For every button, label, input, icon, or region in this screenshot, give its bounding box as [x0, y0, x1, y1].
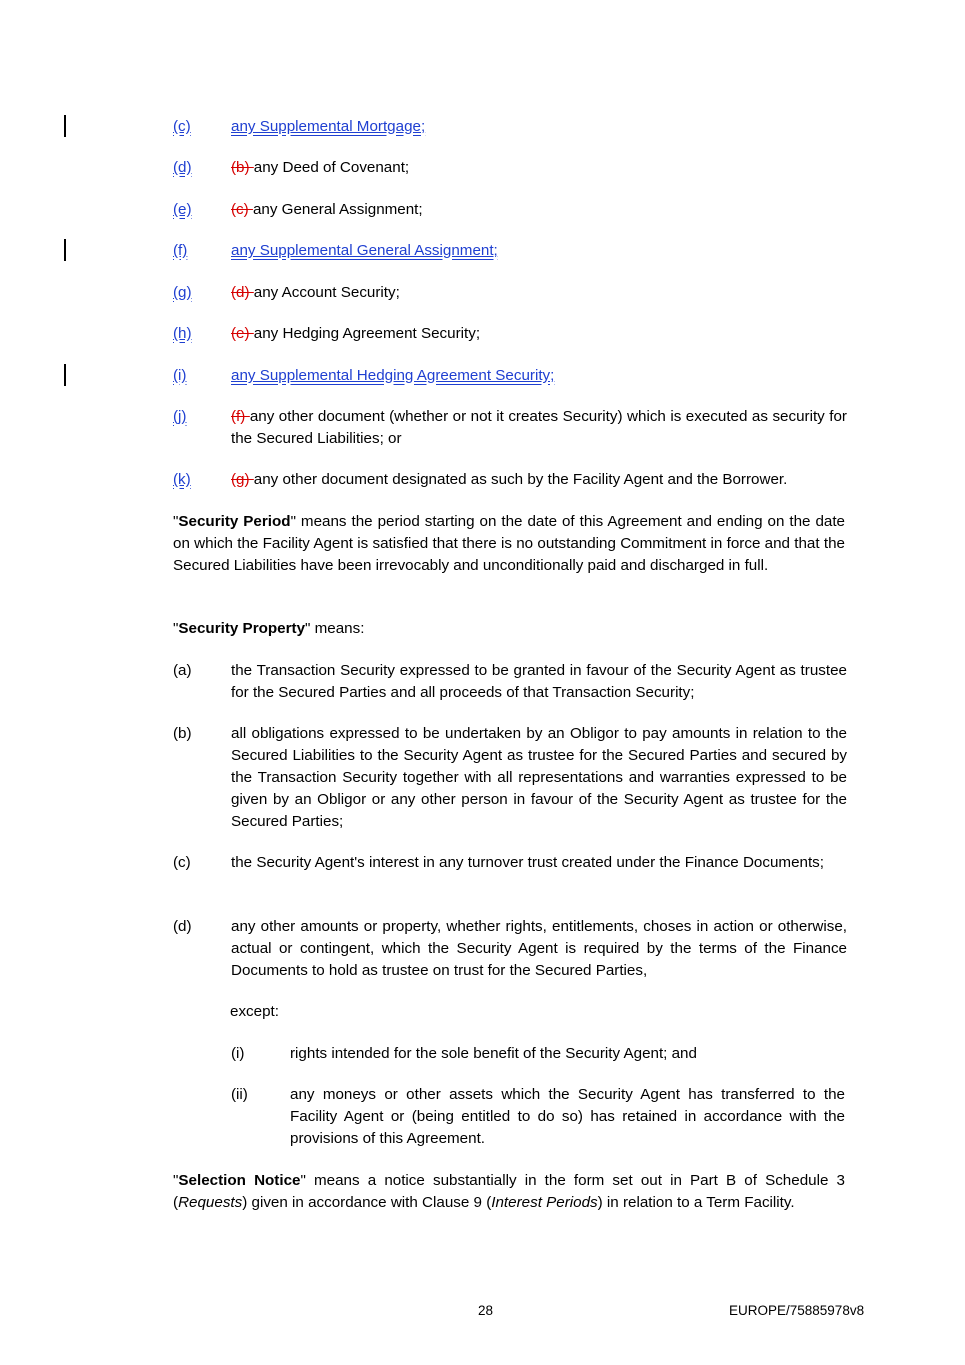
- deleted-text: (b): [231, 159, 254, 176]
- list-item-text: any Account Security;: [253, 284, 400, 301]
- list-item-label: (g): [173, 284, 192, 301]
- deleted-text: (d): [231, 284, 254, 301]
- defined-term: Security Period: [178, 513, 291, 530]
- list-item-label: (d): [173, 159, 192, 176]
- list-item-text: any other document (whether or not it creates Security) which is executed as security for the Secured Liabilities; or: [231, 408, 847, 447]
- list-item-text: all obligations expressed to be undertaken by an Obligor to pay amounts in relation to the Secured Liabilities to the Security Agent as trustee for the Secured Parties and secured by the Transaction Security together with all representations and warranties expressed to be given by an Obligor or any other person in favour of the Security Agent as trustee for the Secured Parties;: [231, 725, 847, 830]
- change-bar: [64, 239, 66, 261]
- sub-list-item-label: (i): [231, 1045, 245, 1062]
- list-item-label: (b): [173, 725, 192, 742]
- cross-reference: Interest Periods: [491, 1194, 598, 1211]
- inserted-text: any Supplemental Mortgage;: [231, 118, 426, 135]
- sub-list-item-text: any moneys or other assets which the Security Agent has transferred to the Facility Agent or (being entitled to do so) has retained in accordance with the provisions of this Agreement.: [290, 1086, 845, 1147]
- list-item-text: any other document designated as such by the Facility Agent and the Borrower.: [253, 471, 788, 488]
- definition-security-period: "Security Period" means the period starting on the date of this Agreement and ending on the date on which the Facility Agent is satisfied that there is no outstanding Commitment in force and that the Secured Liabilities have been irrevocably and unconditionally paid and discharged in full.: [173, 513, 846, 574]
- inserted-text: any Supplemental Hedging Agreement Security;: [231, 367, 555, 384]
- change-bar: [64, 364, 66, 386]
- defined-term: Selection Notice: [178, 1172, 301, 1189]
- list-item-label: (c): [173, 854, 191, 871]
- list-item-label: (c): [173, 118, 191, 135]
- deleted-text: (e): [231, 325, 254, 342]
- list-item-text: any Hedging Agreement Security;: [253, 325, 481, 342]
- deleted-text: (g): [231, 471, 254, 488]
- list-item-label: (i): [173, 367, 187, 384]
- list-item-label: (k): [173, 471, 191, 488]
- list-item-text: any other amounts or property, whether rights, entitlements, choses in action or otherwise, actual or contingent, which the Security Agent is required by the terms of the Finance Documents to hold as trustee on trust for the Secured Parties,: [231, 918, 847, 979]
- list-item-text: any Deed of Covenant;: [253, 159, 410, 176]
- list-item-label: (j): [173, 408, 187, 425]
- inserted-text: any Supplemental General Assignment;: [231, 242, 498, 259]
- list-item-text: the Security Agent's interest in any turnover trust created under the Finance Documents;: [231, 854, 824, 871]
- list-item-label: (f): [173, 242, 188, 259]
- change-bar: [64, 115, 66, 137]
- sub-list-item-label: (ii): [231, 1086, 248, 1103]
- list-item-label: (e): [173, 201, 192, 218]
- list-item-label: (d): [173, 918, 192, 935]
- definition-selection-notice: "Selection Notice" means a notice substantially in the form set out in Part B of Schedule 3 (Requests) given in accordance with Clause 9 (Interest Periods) in relation to a Term Facility.: [173, 1172, 846, 1211]
- cross-reference: Requests: [178, 1194, 243, 1211]
- deleted-text: (c): [231, 201, 253, 218]
- defined-term: Security Property: [178, 620, 306, 637]
- deleted-text: (f): [231, 408, 250, 425]
- list-item-text: the Transaction Security expressed to be granted in favour of the Security Agent as trustee for the Secured Parties and all proceeds of that Transaction Security;: [231, 662, 847, 701]
- except-label: except:: [230, 1003, 279, 1020]
- sub-list-item-text: rights intended for the sole benefit of the Security Agent; and: [290, 1045, 697, 1062]
- list-item-label: (h): [173, 325, 192, 342]
- list-item-text: any General Assignment;: [252, 201, 423, 218]
- definition-security-property: "Security Property" means:: [173, 620, 365, 637]
- list-item-label: (a): [173, 662, 192, 679]
- document-reference: EUROPE/75885978v8: [729, 1303, 865, 1318]
- page-number: 28: [478, 1303, 494, 1318]
